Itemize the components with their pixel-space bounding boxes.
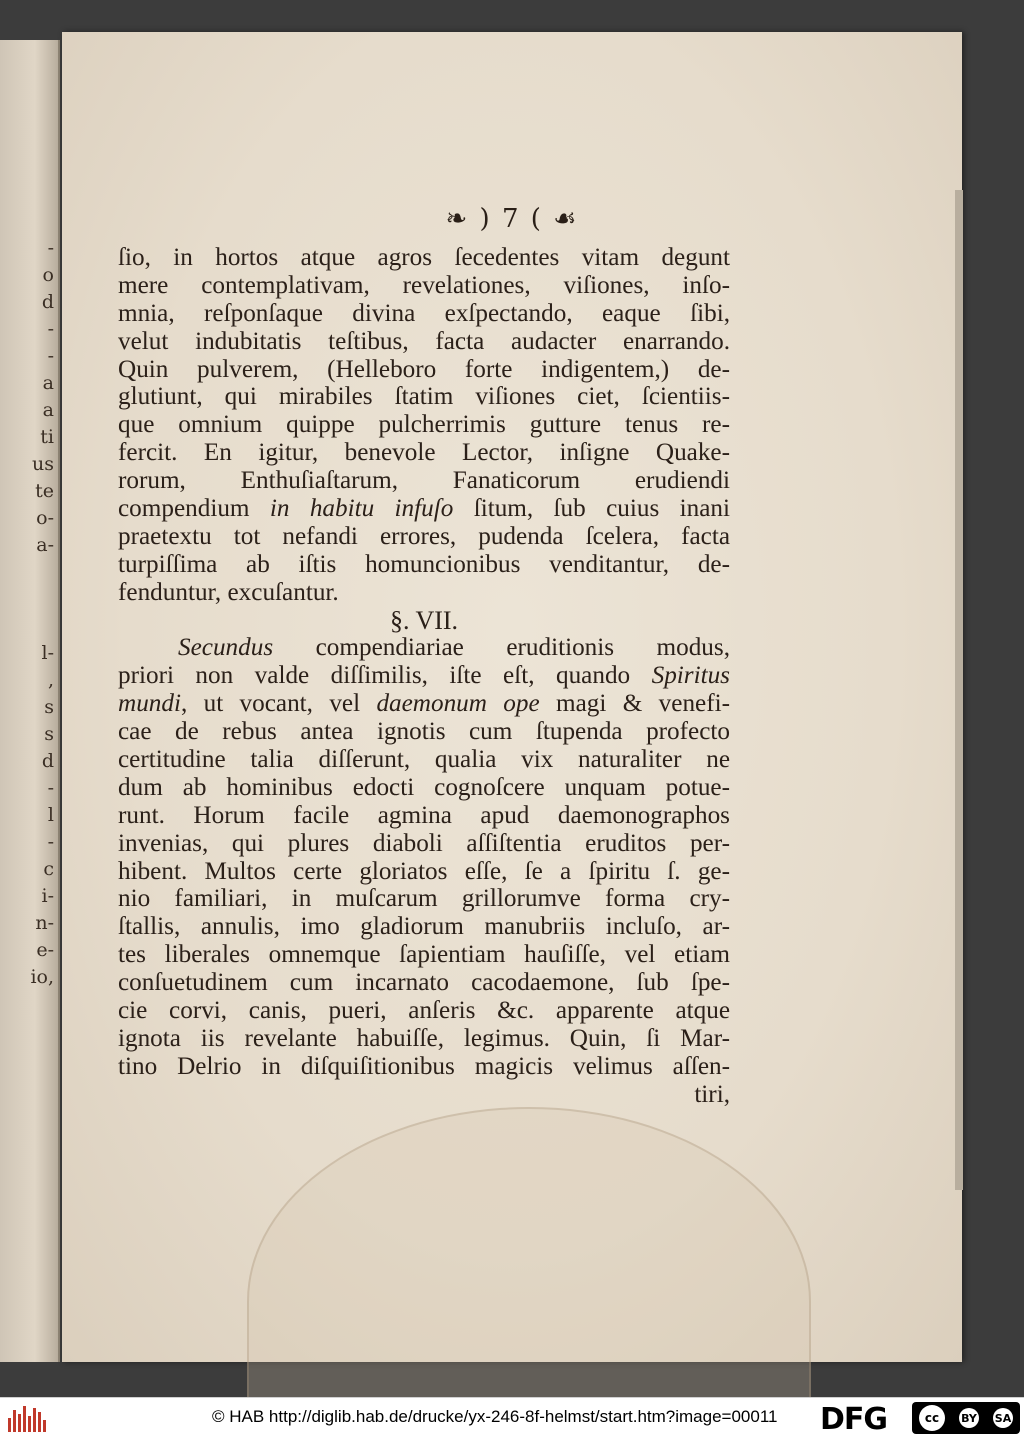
- left-edge-fragment: [2, 613, 54, 640]
- left-edge-fragment: l: [47, 804, 54, 826]
- text-segment: nio familiari, in muſcarum grillorumve forma cry-: [118, 885, 730, 913]
- text-segment: tiri,: [694, 1080, 730, 1108]
- text-segment: que omnium quippe pulcherrimis gutture tenus re-: [118, 411, 730, 439]
- text-line: [118, 383, 730, 411]
- left-page-edge-text: [2, 235, 54, 991]
- text-line: [118, 551, 730, 579]
- text-segment: priori non valde diſſimilis, iſte eſt, quando: [118, 662, 652, 690]
- left-edge-fragment: e-: [36, 939, 54, 961]
- book-page: [62, 32, 962, 1362]
- text-line: [118, 244, 730, 272]
- left-edge-fragment: -: [47, 831, 54, 853]
- cc-icon: cc: [919, 1405, 945, 1431]
- text-segment: turpiſſima ab iſtis homuncionibus venditantur, de-: [118, 550, 730, 578]
- text-segment: certitudine talia diſſerunt, qualia vix naturaliter ne: [118, 746, 730, 774]
- left-edge-fragment: c: [43, 858, 54, 880]
- left-edge-fragment: s: [44, 723, 54, 745]
- text-segment: ignota iis revelante habuiſſe, legimus. Quin, ſi Mar-: [118, 1024, 730, 1052]
- left-edge-fragment: l-: [41, 642, 54, 664]
- text-line: [118, 439, 730, 467]
- text-segment: Quin pulverem, (Helleboro forte indigentem,) de-: [118, 355, 730, 383]
- left-edge-fragment: a-: [36, 534, 54, 556]
- text-segment: mnia, reſponſaque divina exſpectando, eaque ſibi,: [118, 299, 730, 327]
- page-edge-shadow: [955, 190, 963, 1190]
- text-segment: tino Delrio in diſquiſitionibus magicis velimus aſſen-: [118, 1052, 730, 1080]
- left-edge-fragment: ,: [47, 669, 54, 691]
- text-segment: ſitum, ſub cuius inani: [453, 495, 730, 523]
- text-segment: rorum, Enthuſiaſtarum, Fanaticorum erudiendi: [118, 467, 730, 495]
- left-edge-fragment: -: [47, 777, 54, 799]
- text-line: [118, 858, 730, 886]
- page-number-header: ❧ ) 7 ( ☙: [445, 204, 579, 234]
- text-line: [118, 913, 730, 941]
- left-edge-fragment: [2, 586, 54, 613]
- text-line: [118, 1081, 730, 1109]
- text-segment: velut indubitatis teſtibus, facta audacter enarrando.: [118, 327, 730, 355]
- text-segment: fercit. En igitur, benevole Lector, inſigne Quake-: [118, 439, 730, 467]
- footer-url-text[interactable]: © HAB http://diglib.hab.de/drucke/yx-246-8f-helmst/start.htm?image=00011: [212, 1407, 778, 1426]
- text-segment: compendium: [118, 495, 270, 523]
- left-edge-fragment: o-: [36, 507, 54, 529]
- text-line: [118, 969, 730, 997]
- text-line: [118, 579, 730, 607]
- text-line: [118, 467, 730, 495]
- left-edge-fragment: d: [41, 750, 54, 772]
- by-icon: BY: [959, 1408, 979, 1428]
- dfg-logo: DFG: [820, 1402, 888, 1437]
- left-edge-fragment: -: [47, 345, 54, 367]
- text-segment: praetextu tot nefandi errores, pudenda ſcelera, facta: [118, 522, 730, 550]
- left-edge-fragment: te: [35, 480, 54, 502]
- left-edge-fragment: [2, 559, 54, 586]
- text-segment: §. VII.: [389, 605, 459, 635]
- left-edge-fragment: a: [42, 372, 54, 394]
- left-edge-fragment: i-: [41, 885, 54, 907]
- italic-segment: daemonum ope: [376, 690, 540, 718]
- text-segment: tes liberales omnemque ſapientiam hauſiſſe, vel etiam: [118, 941, 730, 969]
- water-stain: [247, 1107, 811, 1397]
- text-line: [118, 690, 730, 718]
- text-segment: compendiariae eruditionis modus,: [273, 634, 730, 662]
- left-edge-fragment: a: [42, 399, 54, 421]
- text-line: [118, 1053, 730, 1081]
- text-segment: ſtallis, annulis, imo gladiorum manubriis incluſo, ar-: [118, 913, 730, 941]
- sa-icon: SA: [993, 1408, 1013, 1428]
- left-edge-fragment: us: [32, 453, 54, 475]
- text-segment: hibent. Multos certe gloriatos eſſe, ſe a ſpiritu ſ. ge-: [118, 857, 730, 885]
- left-page-edge: [0, 40, 60, 1362]
- left-edge-fragment: io,: [30, 966, 54, 988]
- page-body-text: [118, 244, 730, 1109]
- text-line: [118, 328, 730, 356]
- text-line: [118, 634, 730, 662]
- left-edge-fragment: n-: [35, 912, 54, 934]
- text-segment: , ut vocant, vel: [180, 690, 377, 718]
- text-line: [118, 941, 730, 969]
- text-line: [118, 774, 730, 802]
- text-segment: conſuetudinem cum incarnato cacodaemone, ſub ſpe-: [118, 969, 730, 997]
- text-segment: invenias, qui plures diaboli aſſiſtentia eruditos per-: [118, 829, 730, 857]
- text-line: [118, 718, 730, 746]
- viewer-footer: [0, 1397, 1024, 1438]
- left-edge-fragment: -: [47, 237, 54, 259]
- text-line: [118, 411, 730, 439]
- text-line: [118, 997, 730, 1025]
- text-segment: dum ab hominibus edocti cognoſcere unquam potue-: [118, 773, 730, 801]
- text-line: [118, 802, 730, 830]
- left-edge-fragment: o: [42, 264, 54, 286]
- text-line: [118, 495, 730, 523]
- text-line: [118, 272, 730, 300]
- italic-segment: Secundus: [178, 634, 274, 662]
- text-line: [118, 523, 730, 551]
- left-edge-fragment: ti: [40, 426, 54, 448]
- text-segment: glutiunt, qui mirabiles ſtatim viſiones ciet, ſcientiis-: [118, 383, 730, 411]
- text-line: [118, 607, 730, 635]
- left-edge-fragment: d: [41, 291, 54, 313]
- cc-license-badge[interactable]: [912, 1402, 1020, 1434]
- text-line: [118, 300, 730, 328]
- italic-segment: in habitu infuſo: [269, 495, 454, 523]
- text-segment: fenduntur, excuſantur.: [118, 578, 339, 606]
- text-segment: ſio, in hortos atque agros ſecedentes vitam degunt: [118, 244, 730, 271]
- text-line: [118, 356, 730, 384]
- text-segment: cie corvi, canis, pueri, anſeris &c. apparente atque: [118, 997, 730, 1025]
- text-line: [118, 746, 730, 774]
- left-edge-fragment: s: [44, 696, 54, 718]
- italic-segment: mundi: [118, 690, 181, 718]
- text-segment: mere contemplativam, revelationes, viſiones, inſo-: [118, 271, 730, 299]
- text-line: [118, 662, 730, 690]
- text-line: [118, 830, 730, 858]
- italic-segment: Spiritus: [651, 662, 730, 690]
- left-edge-fragment: -: [47, 318, 54, 340]
- text-line: [118, 1025, 730, 1053]
- text-segment: cae de rebus antea ignotis cum ſtupenda profecto: [118, 718, 730, 746]
- text-line: [118, 885, 730, 913]
- text-segment: magi & venefi-: [539, 690, 730, 718]
- text-segment: runt. Horum facile agmina apud daemonographos: [118, 801, 730, 829]
- hab-logo-icon: [8, 1406, 46, 1432]
